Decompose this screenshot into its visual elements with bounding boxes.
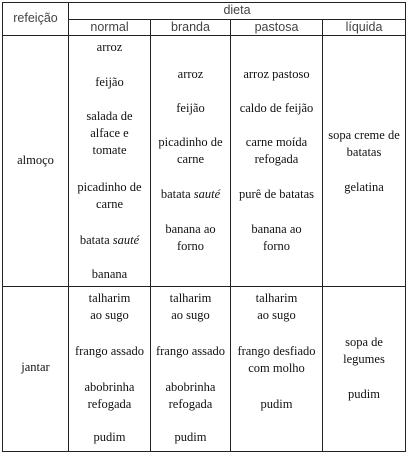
list-item: gelatina [344, 180, 384, 194]
list-item: arroz [96, 40, 123, 54]
column-divider-branda-pastosa [230, 19, 231, 452]
list-item: talharim ao sugo [169, 291, 212, 322]
table-bottom-border [2, 451, 406, 452]
column-header-branda: branda [171, 20, 210, 34]
list-item-batata-saute: batata sauté [160, 187, 221, 201]
list-item: pudim [260, 397, 293, 411]
meal-label-almoco: almoço [17, 153, 54, 167]
list-item: abobrinha refogada [84, 380, 135, 411]
list-item: frango assado [155, 344, 226, 358]
list-item: purê de batatas [239, 187, 314, 201]
table-right-border [405, 2, 406, 452]
list-item: pudim [174, 430, 207, 444]
list-item: banana ao forno [251, 222, 302, 253]
row-header-refeicao: refeição [13, 11, 58, 25]
list-item: pudim [348, 387, 380, 401]
meal-column-divider [68, 2, 69, 452]
list-item: banana ao forno [165, 222, 216, 253]
list-item: sopa creme de batatas [328, 128, 400, 159]
list-item: frango desfiado com molho [237, 344, 316, 375]
list-item: picadinho de carne [158, 135, 223, 166]
list-item: salada de alface e tomate [86, 109, 133, 157]
table-left-border [2, 2, 3, 452]
list-item: picadinho de carne [77, 180, 142, 211]
list-item: carne moída refogada [245, 135, 308, 166]
column-header-pastosa: pastosa [254, 20, 299, 34]
list-item: arroz pastoso [243, 67, 310, 81]
row-divider [2, 286, 406, 287]
list-item: banana [91, 267, 128, 281]
list-item: talharim ao sugo [255, 291, 298, 322]
meal-label-jantar: jantar [21, 360, 50, 374]
list-item: feijão [176, 101, 205, 115]
list-item: feijão [95, 75, 124, 89]
list-item: pudim [93, 430, 126, 444]
list-item: abobrinha refogada [165, 380, 216, 411]
list-item: sopa de legumes [343, 335, 385, 366]
column-header-normal: normal [90, 20, 129, 34]
column-header-liquida: líquida [345, 20, 383, 34]
list-item: arroz [177, 67, 204, 81]
list-item: talharim ao sugo [88, 291, 131, 322]
header-bottom-border [2, 35, 406, 36]
list-item: caldo de feijão [239, 101, 314, 115]
list-item: frango assado [74, 344, 145, 358]
list-item-batata-saute: batata sauté [79, 233, 140, 247]
group-header-dieta: dieta [223, 3, 251, 17]
column-divider-normal-branda [150, 19, 151, 452]
